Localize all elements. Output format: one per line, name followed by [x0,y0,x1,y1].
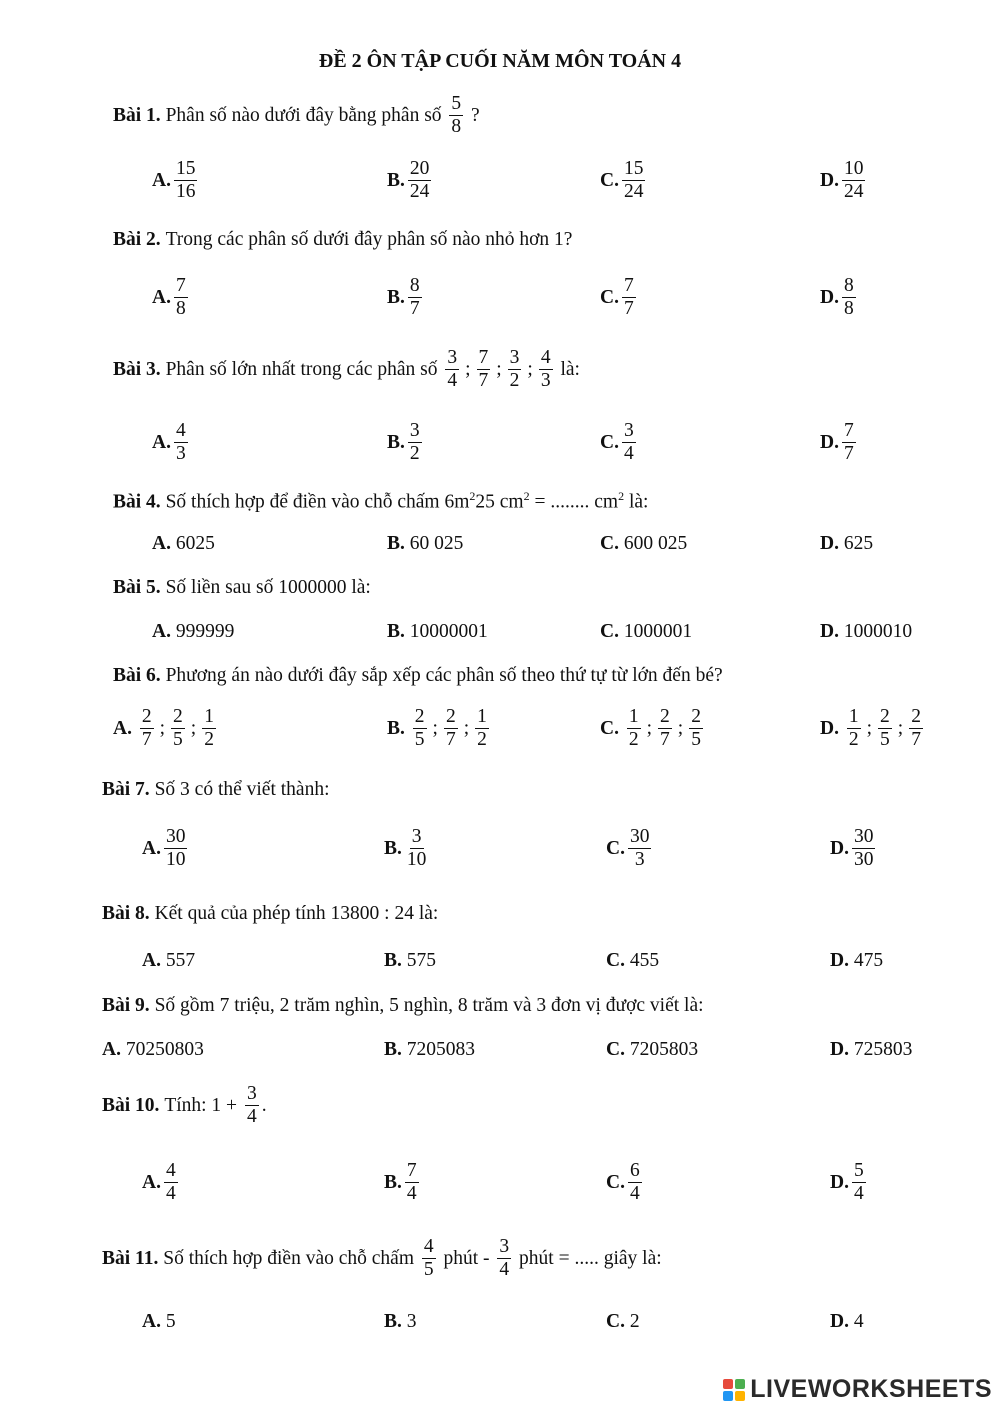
question-3: Bài 3. Phân số lớn nhất trong các phân số $\frac{3}{4}$ ; $\frac{7}{7}$ ; $\frac{3}{2}$ ; $\frac{4}{3}$ là: [113,347,580,391]
q4-option-a[interactable]: A. 6025 [152,533,215,554]
logo-text: LIVEWORKSHEETS [750,1375,992,1403]
q11-option-a[interactable]: A. 5 [142,1311,176,1332]
q9-option-c[interactable]: C. 7205803 [606,1039,699,1060]
question-2: Bài 2. Trong các phân số dưới đây phân số nào nhỏ hơn 1? [113,229,573,250]
question-1: Bài 1. Phân số nào dưới đây bằng phân số $\frac{5}{8}$ ? [113,93,480,137]
q1-option-a[interactable]: A. $\frac{15}{16}$ [152,158,196,202]
fraction: $\frac{7}{7}$ [478,347,489,391]
q10-option-c[interactable]: C. $\frac{6}{4}$ [606,1160,640,1204]
q1-option-b[interactable]: B. $\frac{20}{24}$ [387,158,430,202]
fraction: $\frac{3}{4}$ [499,1236,510,1280]
q5-option-d[interactable]: D. 1000010 [820,621,913,642]
page-title: ĐỀ 2 ÔN TẬP CUỐI NĂM MÔN TOÁN 4 [318,50,682,72]
q4-option-c[interactable]: C. 600 025 [600,533,688,554]
q10-option-b[interactable]: B. $\frac{7}{4}$ [384,1160,417,1204]
question-text: Phân số nào dưới đây bằng phân số [165,104,442,126]
q6-option-d[interactable]: D. $\frac{1}{2}$ ; $\frac{2}{5}$ ; $\frac{2}{7}$ [820,706,921,750]
q6-option-b[interactable]: B. $\frac{2}{5}$ ; $\frac{2}{7}$ ; $\frac{1}{2}$ [387,706,487,750]
q3-option-c[interactable]: C. $\frac{3}{4}$ [600,420,634,464]
q6-option-c[interactable]: C. $\frac{1}{2}$ ; $\frac{2}{7}$ ; $\frac{2}{5}$ [600,706,701,750]
question-8: Bài 8. Kết quả của phép tính 13800 : 24 là: [102,903,439,924]
liveworksheets-logo[interactable] [723,1375,992,1404]
question-label: Bài 1. [113,104,161,126]
q7-option-c[interactable]: C. $\frac{30}{3}$ [606,826,650,870]
q10-option-d[interactable]: D. $\frac{5}{4}$ [830,1160,864,1204]
q9-option-d[interactable]: D. 725803 [830,1039,913,1060]
q2-option-d[interactable]: D. $\frac{8}{8}$ [820,275,854,319]
q11-option-c[interactable]: C. 2 [606,1311,640,1332]
q10-option-a[interactable]: A. $\frac{4}{4}$ [142,1160,176,1204]
q1-option-d[interactable]: D. $\frac{10}{24}$ [820,158,864,202]
q8-option-c[interactable]: C. 455 [606,950,660,971]
fraction: $\frac{5}{8}$ [451,93,462,137]
q7-option-d[interactable]: D. $\frac{30}{30}$ [830,826,874,870]
q8-option-b[interactable]: B. 575 [384,950,437,971]
question-4: Bài 4. Số thích hợp để điền vào chỗ chấm $6m^225$ $cm^2$ = ........ $cm^2$ là: [113,489,649,513]
fraction: $\frac{3}{2}$ [509,347,520,391]
q1-option-c[interactable]: C. $\frac{15}{24}$ [600,158,644,202]
q3-option-d[interactable]: D. $\frac{7}{7}$ [820,420,854,464]
q4-option-b[interactable]: B. 60 025 [387,533,464,554]
question-9: Bài 9. Số gồm 7 triệu, 2 trăm nghìn, 5 nghìn, 8 trăm và 3 đơn vị được viết là: [102,995,704,1016]
fraction: $\frac{4}{3}$ [540,347,551,391]
question-11: Bài 11. Số thích hợp điền vào chỗ chấm $\frac{4}{5}$ phút - $\frac{3}{4}$ phút = ..... giây là: [102,1236,662,1280]
question-10: Bài 10. Tính: 1 + $\frac{3}{4}$ . [102,1083,267,1127]
fraction: $\frac{4}{5}$ [423,1236,434,1280]
q2-option-c[interactable]: C. $\frac{7}{7}$ [600,275,634,319]
q5-option-c[interactable]: C. 1000001 [600,621,693,642]
q5-option-a[interactable]: A. 999999 [152,621,235,642]
q8-option-d[interactable]: D. 475 [830,950,884,971]
q3-option-b[interactable]: B. $\frac{3}{2}$ [387,420,420,464]
question-6: Bài 6. Phương án nào dưới đây sắp xếp các phân số theo thứ tự từ lớn đến bé? [113,665,723,686]
q8-option-a[interactable]: A. 557 [142,950,196,971]
q7-option-a[interactable]: A. $\frac{30}{10}$ [142,826,186,870]
q9-option-a[interactable]: A. 70250803 [102,1039,204,1060]
q11-option-b[interactable]: B. 3 [384,1311,417,1332]
q7-option-b[interactable]: B. $\frac{3}{10}$ [384,826,427,870]
q2-option-b[interactable]: B. $\frac{8}{7}$ [387,275,420,319]
q4-option-d[interactable]: D. 625 [820,533,874,554]
q9-option-b[interactable]: B. 7205083 [384,1039,476,1060]
q3-option-a[interactable]: A. $\frac{4}{3}$ [152,420,186,464]
logo-icon [723,1379,745,1401]
fraction: $\frac{3}{4}$ [447,347,458,391]
question-5: Bài 5. Số liền sau số 1000000 là: [113,577,371,598]
q11-option-d[interactable]: D. 4 [830,1311,864,1332]
question-7: Bài 7. Số 3 có thể viết thành: [102,779,330,800]
q2-option-a[interactable]: A. $\frac{7}{8}$ [152,275,186,319]
fraction: $\frac{3}{4}$ [246,1083,257,1127]
q6-option-a[interactable]: A. $\frac{2}{7}$ ; $\frac{2}{5}$ ; $\frac{1}{2}$ [113,706,214,750]
q5-option-b[interactable]: B. 10000001 [387,621,488,642]
